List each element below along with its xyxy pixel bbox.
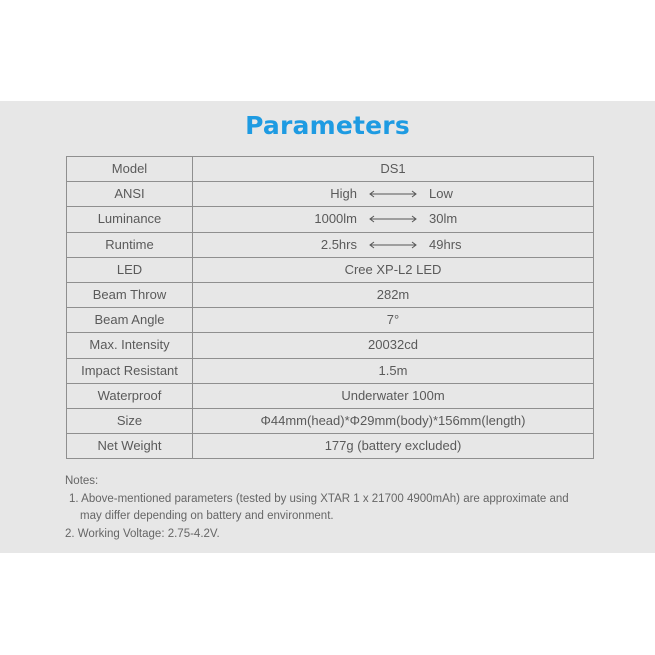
row-value: DS1: [193, 157, 594, 182]
row-value: 20032cd: [193, 333, 594, 358]
table-row: [67, 383, 594, 408]
range-right: 49hrs: [429, 236, 462, 252]
notes-heading: Notes:: [65, 475, 99, 487]
row-label: Beam Throw: [67, 282, 193, 307]
double-arrow-icon: [369, 241, 417, 249]
table-row: [67, 282, 594, 307]
row-label: Impact Resistant: [67, 358, 193, 383]
note-item-2: 2. Working Voltage: 2.75-4.2V.: [65, 527, 220, 540]
range-left: High: [330, 186, 357, 202]
notes: [65, 473, 605, 543]
row-label: Size: [67, 408, 193, 433]
table-row: [67, 308, 594, 333]
table-row: [67, 207, 594, 232]
double-arrow-icon: [369, 190, 417, 198]
row-value: 1.5m: [193, 358, 594, 383]
table-row: [67, 157, 594, 182]
row-value: Underwater 100m: [193, 383, 594, 408]
parameters-table: [66, 156, 594, 459]
row-label: ANSI: [67, 182, 193, 207]
row-label: Model: [67, 157, 193, 182]
row-range: [193, 232, 594, 257]
range-right: Low: [429, 186, 453, 202]
range-left: 1000lm: [314, 211, 357, 227]
range-right: 30lm: [429, 211, 458, 227]
row-label: Luminance: [67, 207, 193, 232]
table-row: [67, 434, 594, 459]
page-title: Parameters: [245, 111, 410, 140]
row-label: Runtime: [67, 232, 193, 257]
row-value: Cree XP-L2 LED: [193, 257, 594, 282]
table-row: [67, 358, 594, 383]
row-range: [193, 207, 594, 232]
row-label: Beam Angle: [67, 308, 193, 333]
parameters-panel: [0, 101, 655, 553]
table-row: [67, 257, 594, 282]
range-left: 2.5hrs: [320, 236, 357, 252]
note-item-1-line-2: may differ depending on battery and environment.: [80, 510, 334, 522]
note-item-1-line-1: 1. Above-mentioned parameters (tested by using XTAR 1 x 21700 4900mAh) are approximate and: [69, 492, 569, 505]
row-label: Max. Intensity: [67, 333, 193, 358]
row-range: [193, 182, 594, 207]
row-value: 7°: [193, 308, 594, 333]
table-row: [67, 408, 594, 433]
row-label: Waterproof: [67, 383, 193, 408]
table-row: [67, 333, 594, 358]
row-value: 177g (battery excluded): [193, 434, 594, 459]
row-value: 282m: [193, 282, 594, 307]
row-label: Net Weight: [67, 434, 193, 459]
double-arrow-icon: [369, 215, 417, 223]
row-value: Φ44mm(head)*Φ29mm(body)*156mm(length): [193, 408, 594, 433]
table-row: [67, 232, 594, 257]
row-label: LED: [67, 257, 193, 282]
table-row: [67, 182, 594, 207]
